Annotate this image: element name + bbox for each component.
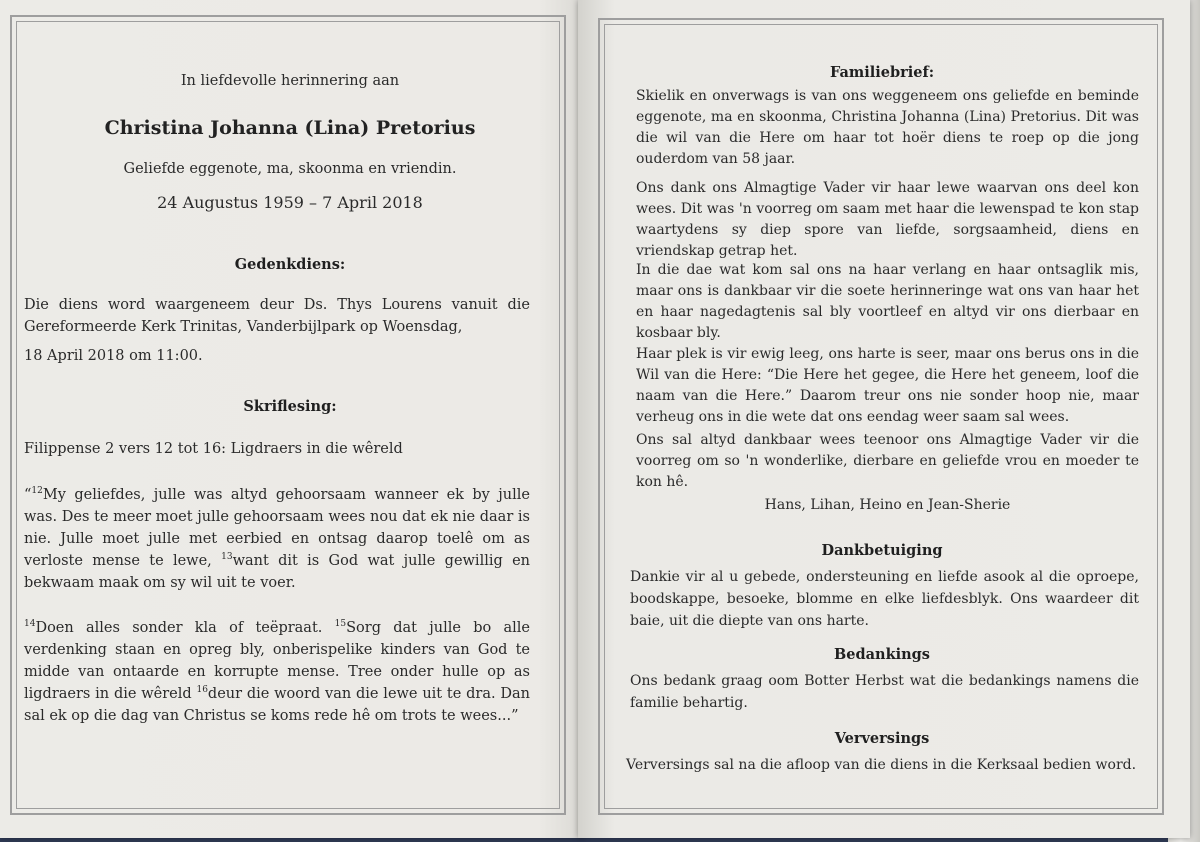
memorial-date: 18 April 2018 om 11:00. bbox=[24, 348, 203, 364]
open-quote: “ bbox=[24, 487, 32, 503]
left-page bbox=[0, 0, 585, 838]
verse-number: 13 bbox=[221, 552, 233, 563]
thanks-text: Dankie vir al u gebede, ondersteuning en liefde asook al die oproepe, boodskappe, besoeke, blomme en elke liefdesblyk. Ons waardeer dit baie, uit die diepte van ons harte. bbox=[630, 569, 1139, 629]
refreshments-text: Verversings sal na die afloop van die diens in die Kerksaal bedien word. bbox=[626, 757, 1137, 773]
bedankings-heading: Bedankings bbox=[834, 646, 930, 663]
verse-text: My geliefdes, julle was altyd gehoorsaam wanneer ek by julle was. Des te meer moet julle gehoorsaam wees nou dat ek nie daar is nie. Julle moet julle met eerbied en ontsag daarop toelê om as verloste mense te lewe, bbox=[24, 487, 530, 569]
memorial-heading: Gedenkdiens: bbox=[234, 256, 346, 273]
verse-text: deur die woord van die lewe uit te dra. Dan sal ek op die dag van Christus se koms rede hê om trots te wees...” bbox=[24, 686, 530, 724]
refreshments-heading: Verversings bbox=[834, 730, 930, 747]
reading-reference: Filippense 2 vers 12 tot 16: Ligdraers in die wêreld bbox=[24, 441, 403, 457]
letter-signature: Hans, Lihan, Heino en Jean-Sherie bbox=[764, 497, 1011, 513]
verse-number: 14 bbox=[24, 619, 36, 630]
verse-number: 12 bbox=[31, 486, 43, 497]
verse-number: 15 bbox=[334, 619, 347, 630]
letter-paragraph: Ons sal altyd dankbaar wees teenoor ons Almagtige Vader vir die voorreg om so 'n wonderlike, dierbare en geliefde vrou en moeder te kon hê. bbox=[636, 432, 1139, 490]
verse-text: Sorg dat julle bo alle verdenking staan en opreg bly, onberispelike kinders van God te midde van ontaarde en korrupte mense. Tree onder hulle op as ligdraers in die wêreld bbox=[24, 620, 530, 702]
verse-number: 16 bbox=[196, 685, 208, 696]
intro-line: In liefdevolle herinnering aan bbox=[180, 73, 400, 89]
letter-paragraph: In die dae wat kom sal ons na haar verlang en haar ontsaglik mis, maar ons is dankbaar vir die soete herinneringe wat ons van haar het en haar nagedagtenis sal bly voortleef en altyd vir ons dierbaar en kosbaar bly. bbox=[636, 262, 1139, 341]
memorial-text: Die diens word waargeneem deur Ds. Thys Lourens vanuit die Gereformeerde Kerk Trinitas, Vanderbijlpark op Woensdag, bbox=[24, 297, 530, 335]
thanks-heading: Dankbetuiging bbox=[821, 542, 943, 559]
verse-block-2 bbox=[24, 617, 530, 727]
letter-heading: Familiebrief: bbox=[829, 64, 935, 81]
letter-paragraph: Ons dank ons Almagtige Vader vir haar lewe waarvan ons deel kon wees. Dit was 'n voorreg om saam met haar die lewenspad te kon stap waartydens sy diep spore van liefde, sorgsaamheid, diens en vriendskap getrap het. bbox=[636, 180, 1139, 259]
reading-heading: Skriflesing: bbox=[243, 398, 337, 415]
verse-text: want dit is God wat julle gewillig en bekwaam maak om sy wil uit te voer. bbox=[24, 553, 530, 591]
letter-paragraph: Skielik en onverwags is van ons weggeneem ons geliefde en beminde eggenote, ma en skoonma, Christina Johanna (Lina) Pretorius. Dit was die wil van die Here om haar tot hoër diens te roep op die jong ouderdom van 58 jaar. bbox=[636, 88, 1139, 167]
life-dates: 24 Augustus 1959 – 7 April 2018 bbox=[157, 193, 423, 212]
bedankings-text: Ons bedank graag oom Botter Herbst wat die bedankings namens die familie behartig. bbox=[630, 673, 1139, 711]
verse-text: Doen alles sonder kla of teëpraat. bbox=[35, 620, 335, 636]
deceased-subtitle: Geliefde eggenote, ma, skoonma en vriendin. bbox=[123, 161, 457, 177]
verse-block-1 bbox=[24, 484, 530, 594]
deceased-name: Christina Johanna (Lina) Pretorius bbox=[104, 117, 476, 139]
letter-paragraph: Haar plek is vir ewig leeg, ons harte is seer, maar ons berus ons in die Wil van die Here: “Die Here het gegee, die Here het geneem, loof die naam van die Here.” Daarom treur ons nie sonder hoop nie, maar verheug ons in die wete dat ons eendag weer saam sal wees. bbox=[636, 346, 1139, 425]
